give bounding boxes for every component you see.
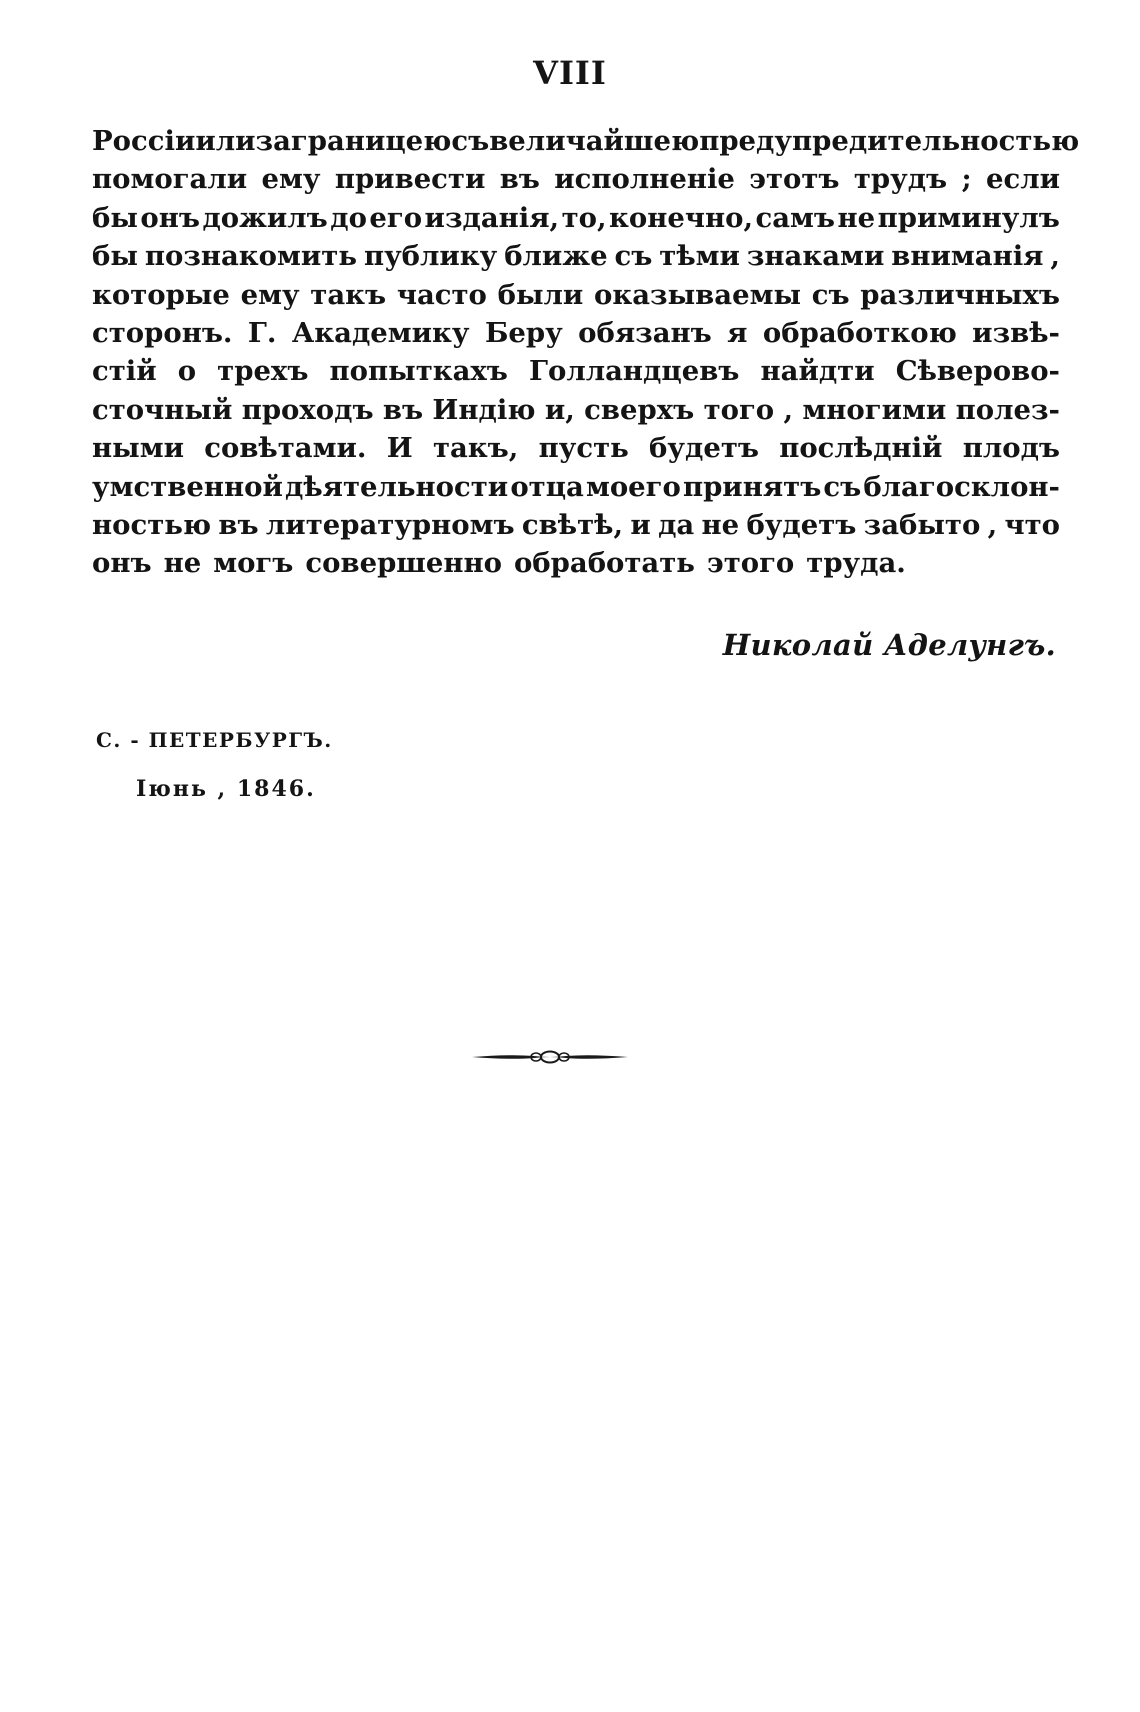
word: приминулъ [877,201,1060,234]
text-line [92,276,1060,314]
ornament-divider [470,1048,630,1066]
word: будетъ [746,508,857,541]
word: принятъ [682,470,822,503]
word: послѣдній [779,432,943,465]
word: да [658,508,695,541]
word: его [369,201,423,234]
word: за [255,125,291,157]
word: , [987,508,998,541]
text-line [92,506,1060,544]
word: бы [92,201,138,234]
word: съ [811,278,850,311]
word: этого [706,547,795,580]
word: самъ [755,201,836,234]
word: Академику [291,316,470,349]
word: дожилъ [202,201,328,234]
word: ; [961,163,972,196]
word: до [330,201,367,234]
word: то, [561,201,607,234]
word: не [163,547,202,580]
word: И [386,432,413,465]
word: совершенно [305,547,502,580]
text-line [92,237,1060,275]
word: обязанъ [578,316,712,349]
word: отца [510,470,584,503]
place-line: С. - ПЕТЕРБУРГЪ. [96,728,333,752]
date-line: Іюнь , 1846. [136,776,316,802]
word: многими [802,393,947,426]
word: ему [240,278,300,311]
word: что [1004,508,1060,541]
word: труда. [806,547,906,580]
word: вниманія [891,240,1044,273]
word: , [783,393,794,426]
word: найдти [760,355,875,388]
word: различныхъ [860,278,1060,311]
word: привести [334,163,486,196]
word: въ [382,393,424,426]
word: полез- [955,393,1060,426]
word: ными [92,432,184,465]
word: сточный [92,393,233,426]
word: дѣятельности [284,470,509,503]
word: извѣ- [972,316,1060,349]
text-line [92,468,1060,506]
word: я [727,316,748,349]
word: такъ [310,278,387,311]
word: обработать [513,547,695,580]
word: которые [92,278,230,311]
word: бы [92,240,138,273]
word: изданія, [424,201,560,234]
text-line [92,160,1060,198]
word: сторонъ. [92,316,233,349]
text-line [92,352,1060,390]
word: въ [218,508,259,541]
word: Индію [432,393,536,426]
word: въ [499,163,540,196]
word: исполненіе [554,163,735,196]
word: часто [396,278,487,311]
word: , [1050,240,1060,273]
word: съ [614,240,653,273]
word: Беру [484,316,563,349]
word: ностью [92,508,212,541]
word: Россіи [92,125,196,157]
word: не [701,508,740,541]
word: знаками [746,240,885,273]
text-line [92,314,1060,352]
author-signature: Николай Аделунгъ. [722,628,1056,662]
word: такъ, [432,432,519,465]
word: забыто [863,508,981,541]
word: этотъ [749,163,840,196]
word: тѣми [659,240,740,273]
word: попыткахъ [329,355,508,388]
word: съ [451,125,490,157]
word: Г. [247,316,277,349]
text-line [92,199,1060,237]
word: величайшею [489,125,700,157]
word: будетъ [649,432,759,465]
word: Сѣверово- [895,355,1060,388]
text-line [92,391,1060,429]
word: онъ [140,201,200,234]
word: совѣтами. [204,432,367,465]
word: пусть [538,432,629,465]
word: публику [363,240,498,273]
word: границею [290,125,452,157]
word: и, [544,393,575,426]
word: проходъ [241,393,374,426]
word: конечно, [609,201,754,234]
word: могъ [213,547,294,580]
word: обработкою [762,316,957,349]
word: сверхъ [584,393,695,426]
word: или [195,125,256,157]
word: умственной [92,470,283,503]
word: свѣтѣ, [521,508,624,541]
word: оказываемы [594,278,802,311]
word: о [177,355,197,388]
page-number: VIII [533,54,607,92]
word: онъ [92,547,152,580]
word: плодъ [962,432,1060,465]
word: ему [261,163,321,196]
word: трудъ [853,163,948,196]
word: съ [823,470,862,503]
word: ближе [504,240,608,273]
word: если [985,163,1060,196]
word: помогали [92,163,248,196]
word: стій [92,355,157,388]
word: предупредительностью [699,125,1080,157]
word: моего [585,470,681,503]
word: трехъ [217,355,309,388]
word: того [703,393,775,426]
text-line [92,122,1080,160]
word: литературномъ [265,508,515,541]
word: познакомить [144,240,358,273]
word: не [837,201,876,234]
word: Голландцевъ [529,355,740,388]
word: были [497,278,584,311]
word: и [630,508,651,541]
text-line [92,544,1060,582]
text-line [92,429,1060,467]
body-paragraph [92,122,1080,583]
word: благосклон- [863,470,1060,503]
